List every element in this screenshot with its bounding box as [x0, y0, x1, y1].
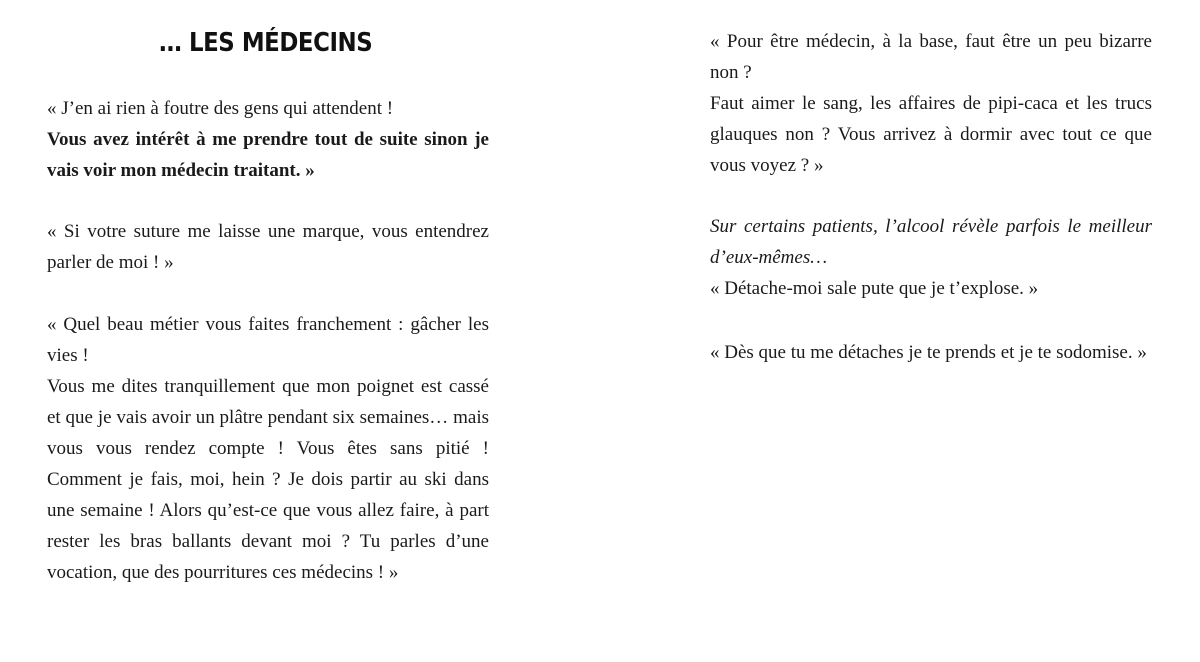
quote-alcohol	[710, 211, 1152, 304]
quote-waiting-bold: Vous avez intérêt à me prendre tout de suite sinon je vais voir mon médecin traitant. »	[47, 129, 489, 181]
quote-waiting	[47, 93, 489, 186]
quote-alcohol-speech: « Détache-moi sale pute que je t’explose. »	[710, 278, 1039, 299]
quote-bizarre	[710, 26, 1152, 181]
chapter-heading: … LES MÉDECINS	[159, 28, 373, 58]
quote-wrist-line2: Vous me dites tranquillement que mon poignet est cassé et que je vais avoir un plâtre pendant six semaines… mais vous vous rendez compte ! Vous êtes sans pitié ! Comment je fais, moi, hein ? Je dois partir au ski dans une semaine ! Alors qu’est-ce que vous allez faire, à part rester les bras ballants devant moi ? Tu parles d’une vocation, que des pourritures ces médecins ! »	[47, 376, 489, 583]
quote-alcohol-narration: Sur certains patients, l’alcool révèle parfois le meilleur d’eux-mêmes…	[710, 216, 1152, 268]
quote-wrist	[47, 309, 489, 588]
quote-waiting-intro: « J’en ai rien à foutre des gens qui attendent !	[47, 98, 394, 119]
quote-detach: « Dès que tu me détaches je te prends et je te sodomise. »	[710, 342, 1147, 363]
quote-suture: « Si votre suture me laisse une marque, vous entendrez parler de moi ! »	[47, 221, 489, 273]
quote-bizarre-line2: Faut aimer le sang, les affaires de pipi-caca et les trucs glauques non ? Vous arrivez à dormir avec tout ce que vous voyez ? »	[710, 93, 1152, 176]
quote-wrist-line1: « Quel beau métier vous faites franchement : gâcher les vies !	[47, 314, 489, 366]
quote-bizarre-line1: « Pour être médecin, à la base, faut être un peu bizarre non ?	[710, 31, 1152, 83]
